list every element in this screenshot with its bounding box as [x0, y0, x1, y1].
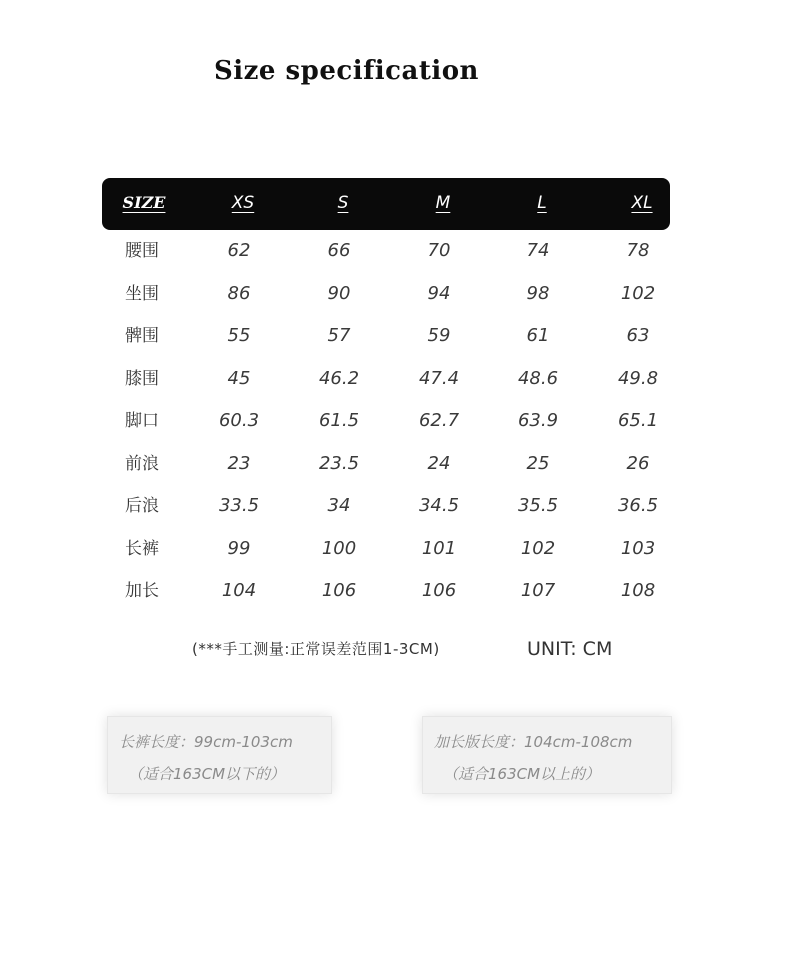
row-label: 脚口: [125, 411, 159, 431]
row-label: 长裤: [125, 538, 159, 559]
measurement-note: (***手工测量:正常误差范围1-3CM): [192, 640, 440, 658]
table-cell: 49.8: [617, 367, 659, 389]
table-cell: 25: [526, 452, 550, 474]
table-cell: 26: [626, 452, 650, 474]
extended-length-text: 加长版长度：104cm-108cm: [434, 733, 633, 751]
header-m: M: [435, 193, 451, 213]
table-row: [102, 273, 670, 316]
table-cell: 106: [321, 580, 357, 601]
table-row: [102, 230, 670, 273]
table-cell: 45: [227, 367, 251, 389]
table-cell: 74: [526, 240, 550, 261]
page-title: Size specification: [214, 56, 479, 86]
table-cell: 23: [227, 452, 251, 474]
table-row: [102, 443, 670, 486]
header-xs: XS: [231, 193, 255, 213]
table-cell: 61: [526, 325, 550, 346]
row-label: 加长: [125, 581, 159, 601]
regular-length-fit: （适合163CM以下的）: [128, 765, 286, 783]
table-cell: 102: [620, 282, 656, 304]
header-xl: XL: [631, 193, 653, 213]
table-cell: 101: [421, 537, 457, 559]
row-label: 坐围: [125, 283, 159, 304]
table-cell: 103: [620, 537, 656, 559]
table-row: [102, 485, 670, 528]
extended-length-card: [422, 716, 672, 794]
row-label: 后浪: [125, 496, 159, 516]
table-cell: 66: [327, 240, 351, 261]
header-l: L: [537, 193, 547, 213]
table-cell: 106: [421, 580, 457, 601]
table-cell: 35.5: [517, 495, 559, 516]
table-cell: 98: [526, 282, 550, 304]
table-row: [102, 315, 670, 358]
table-cell: 65.1: [617, 410, 659, 431]
row-label: 前浪: [125, 453, 159, 474]
table-row: [102, 358, 670, 401]
size-table-header: [102, 178, 670, 230]
table-cell: 60.3: [218, 410, 260, 431]
table-row: [102, 528, 670, 571]
table-cell: 94: [427, 282, 451, 304]
table-cell: 33.5: [218, 495, 260, 516]
row-label: 髀围: [125, 326, 159, 346]
row-label: 腰围: [125, 241, 159, 261]
regular-length-text: 长裤长度：99cm-103cm: [119, 733, 293, 751]
regular-length-card: [107, 716, 332, 794]
table-cell: 90: [327, 282, 351, 304]
table-cell: 59: [427, 325, 451, 346]
table-cell: 62.7: [418, 410, 460, 431]
table-row: [102, 400, 670, 443]
table-cell: 34.5: [418, 495, 460, 516]
table-cell: 23.5: [318, 452, 360, 474]
table-cell: 62: [227, 240, 251, 261]
table-cell: 102: [520, 537, 556, 559]
size-table-body: [102, 230, 670, 613]
table-cell: 100: [321, 537, 357, 559]
header-s: S: [337, 193, 349, 213]
header-size-label: SIZE: [122, 193, 166, 212]
table-cell: 36.5: [617, 495, 659, 516]
table-cell: 78: [626, 240, 650, 261]
table-cell: 63.9: [517, 410, 559, 431]
table-cell: 57: [327, 325, 351, 346]
table-cell: 55: [227, 325, 251, 346]
table-cell: 34: [327, 495, 351, 516]
table-cell: 48.6: [517, 367, 559, 389]
table-cell: 61.5: [318, 410, 360, 431]
table-cell: 63: [626, 325, 650, 346]
table-cell: 47.4: [418, 367, 460, 389]
table-row: [102, 570, 670, 613]
row-label: 膝围: [125, 368, 159, 389]
table-cell: 108: [620, 580, 656, 601]
table-cell: 24: [427, 452, 451, 474]
table-cell: 70: [427, 240, 451, 261]
extended-length-fit: （适合163CM以上的）: [443, 765, 601, 783]
table-cell: 46.2: [318, 367, 360, 389]
table-cell: 99: [227, 537, 251, 559]
unit-label: UNIT: CM: [527, 638, 613, 660]
table-cell: 107: [520, 580, 556, 601]
table-cell: 86: [227, 282, 251, 304]
table-cell: 104: [221, 580, 257, 601]
